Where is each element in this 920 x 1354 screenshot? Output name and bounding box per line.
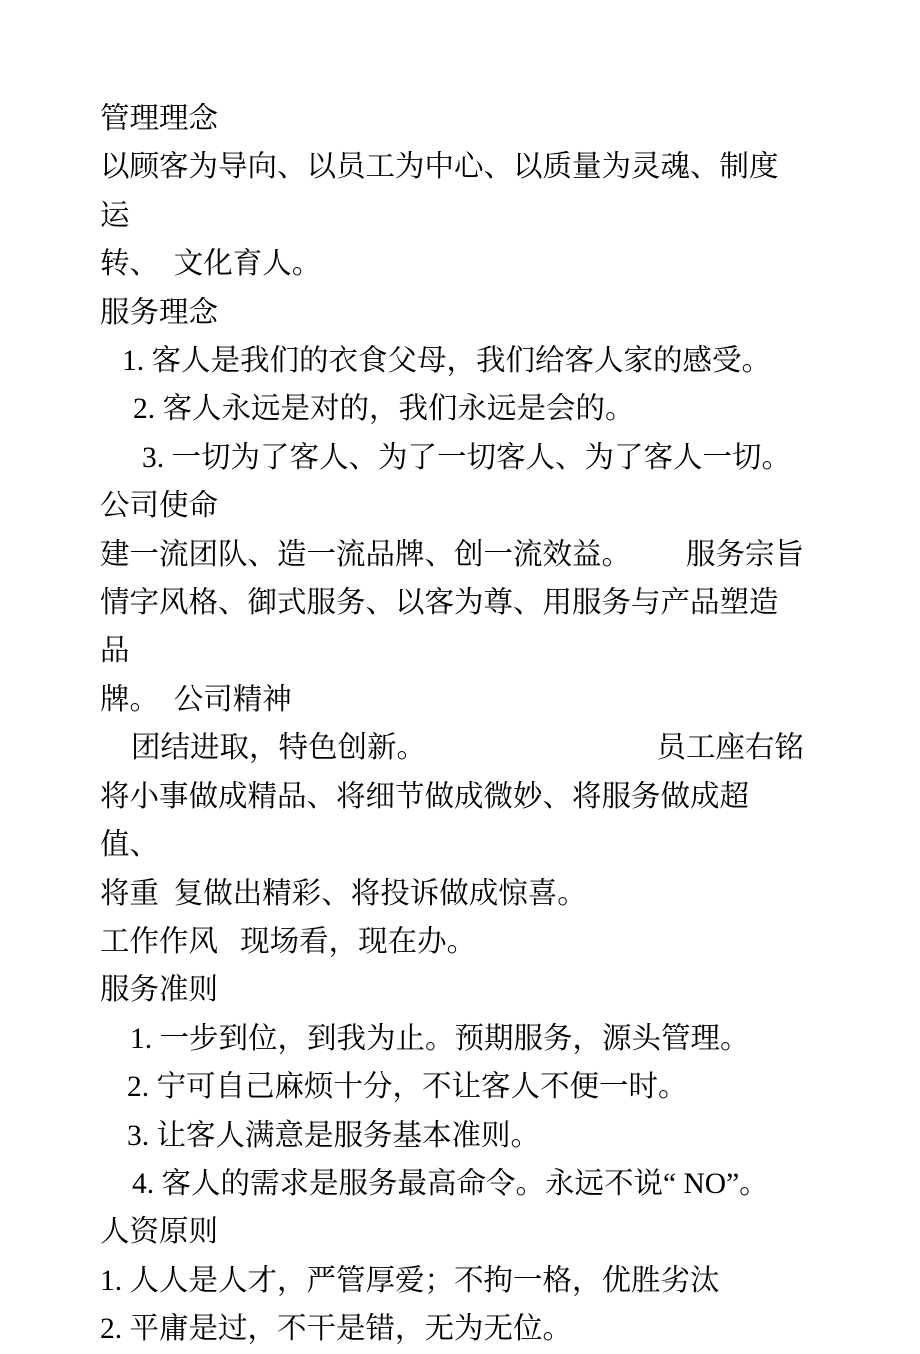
inline-heading-service-tenet: 服务宗旨 — [685, 538, 804, 571]
body-text: 团结进取，特色创新。 — [131, 732, 427, 765]
body-line: 工作作风 现场看，现在办。 — [100, 925, 477, 958]
body-line: 转、 文化育人。 — [100, 248, 322, 281]
heading-service-guidelines: 服务准则 — [100, 974, 219, 1007]
list-item: 1. 一步到位，到我为止。预期服务，源头管理。 — [130, 1022, 750, 1055]
body-line: 牌。 公司精神 — [100, 683, 292, 716]
body-line — [100, 724, 804, 772]
document-text-block — [100, 95, 804, 1354]
heading-hr-principles: 人资原则 — [100, 1216, 219, 1249]
heading-company-mission: 公司使命 — [100, 490, 219, 523]
list-item: 3. 一切为了客人、为了一切客人、为了客人一切。 — [142, 441, 792, 474]
inline-heading-employee-motto: 员工座右铭 — [656, 732, 804, 765]
list-item: 4. 客人的需求是服务最高命令。永远不说“ NO”。 — [132, 1167, 769, 1200]
list-item: 1. 客人是我们的衣食父母，我们给客人家的感受。 — [122, 345, 772, 378]
body-line: 将小事做成精品、将细节做成微妙、将服务做成超值、 — [100, 780, 750, 862]
body-line: 以顾客为导向、以员工为中心、以质量为灵魂、制度运 — [100, 151, 779, 232]
heading-management-philosophy: 管理理念 — [100, 103, 219, 135]
list-item: 2. 平庸是过，不干是错，无为无位。 — [100, 1313, 573, 1346]
body-line: 将重 复做出精彩、将投诉做成惊喜。 — [100, 877, 587, 910]
body-line — [100, 531, 804, 579]
list-item: 3. 让客人满意是服务基本准则。 — [127, 1119, 541, 1152]
list-item: 1. 人人是人才，严管厚爱；不拘一格，优胜劣汰 — [100, 1264, 720, 1297]
heading-service-philosophy: 服务理念 — [100, 296, 219, 329]
list-item: 2. 客人永远是对的，我们永远是会的。 — [133, 393, 635, 426]
body-line: 情字风格、御式服务、以客为尊、用服务与产品塑造品 — [100, 587, 779, 668]
body-text: 建一流团队、造一流品牌、创一流效益。 — [100, 538, 632, 571]
list-item: 2. 宁可自己麻烦十分，不让客人不便一时。 — [127, 1071, 688, 1104]
